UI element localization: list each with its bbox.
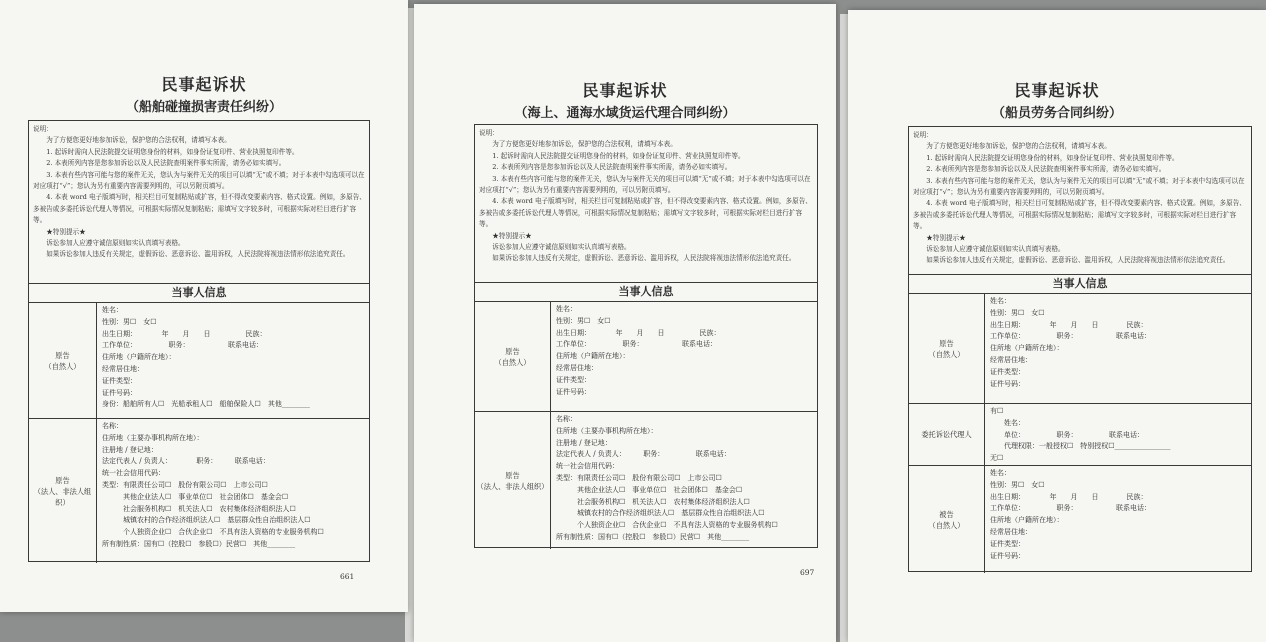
instruction-line: 3. 本表有些内容可能与您的案件无关，您认为与案件无关的项目可以填“无”或不填；对于本表中勾选项可以在对应项打“√”；您认为另有重要内容需要列明的，可以另附页填写。 [913, 176, 1245, 197]
document-page-3 [848, 10, 1266, 642]
form-field: 性别：男☐ 女☐ [556, 316, 611, 325]
party-row [29, 419, 369, 563]
form-field: 性别：男☐ 女☐ [102, 317, 157, 326]
form-field: 工作单位： 职务： 联系电话： [990, 332, 1151, 341]
instruction-line: 2. 本表所列内容是您参加诉讼以及人民法院查明案件事实所需，请务必如实填写。 [926, 165, 1166, 174]
form-field: 证件类型： [990, 367, 1025, 376]
form-field: 城镇农村的合作经济组织法人☐ 基层群众性自治组织法人☐ [556, 509, 765, 518]
party-row [909, 466, 1251, 573]
party-fields [990, 406, 1171, 465]
instruction-line: 为了方便您更好地参加诉讼，保护您的合法权利，请填写本表。 [46, 136, 231, 145]
form-field: 城镇农村的合作经济组织法人☐ 基层群众性自治组织法人☐ [102, 516, 311, 525]
form-field: 出生日期： 年 月 日 民族： [556, 328, 721, 337]
form-field: 无☐ [990, 454, 1004, 463]
form-field: 代理权限：一般授权☐ 特别授权☐________________ [990, 442, 1171, 451]
form-field: 有☐ [990, 407, 1004, 415]
form-field: 出生日期： 年 月 日 民族： [990, 320, 1148, 329]
instructions [479, 128, 815, 265]
instruction-line: ★特别提示★ [46, 227, 86, 236]
instructions-heading: 说明： [33, 125, 53, 133]
party-row [475, 412, 817, 549]
party-row [29, 303, 369, 419]
form-field: 姓名： [990, 297, 1011, 305]
page-title: 民事起诉状 [1014, 81, 1100, 100]
party-fields [990, 468, 1151, 562]
instruction-line: 1. 起诉时需向人民法院提交证明您身份的材料，如身份证复印件、营业执照复印件等。 [46, 147, 299, 156]
instruction-line: 为了方便您更好地参加诉讼，保护您的合法权利，请填写本表。 [492, 140, 677, 149]
page-number: 697 [800, 568, 815, 577]
form-field: 所有制性质：国有☐（控股☐ 参股☐）民营☐ 其他________ [102, 539, 296, 548]
party-label-text: 原告 [505, 470, 520, 480]
party-fields [102, 421, 324, 551]
page-title: 民事起诉状 [582, 81, 668, 100]
form-field: 工作单位： 职务： 联系电话： [990, 504, 1151, 513]
form-field: 法定代表人 / 负责人： 职务： 联系电话： [102, 457, 270, 466]
form-table [28, 120, 370, 562]
party-label-text: 原告 [939, 338, 954, 348]
instruction-line: 如果诉讼参加人违反有关规定，虚假诉讼、恶意诉讼、滥用诉权，人民法院将视违法情形依法追究责任。 [46, 250, 350, 259]
form-field: 证件号码： [102, 388, 137, 397]
form-field: 证件号码： [990, 379, 1025, 388]
document-page-661 [0, 0, 408, 612]
party-label-text: （自然人） [44, 361, 81, 371]
party-fields [556, 304, 721, 398]
party-label [29, 419, 97, 563]
form-field: 社会服务机构☐ 机关法人☐ 农村集体经济组织法人☐ [102, 504, 296, 513]
form-field: 个人独资企业☐ 合伙企业☐ 不具有法人资格的专业服务机构☐ [556, 521, 778, 530]
party-row [909, 404, 1251, 466]
form-field: 住所地（户籍所在地）： [556, 352, 630, 361]
instruction-line: 3. 本表有些内容可能与您的案件无关，您认为与案件无关的项目可以填“无”或不填；对于本表中勾选项可以在对应项打“√”；您认为另有重要内容需要列明的，可以另附页填写。 [479, 174, 811, 195]
form-field: 性别：男☐ 女☐ [990, 480, 1045, 489]
instruction-line: 4. 本表 word 电子版填写时，相关栏目可复制粘贴或扩容，但不得改变要素内容、格式设置。例如，多原告、多被告或多委托诉讼代理人等情况，可根据实际情况复制粘贴；需填写文字较多时，可根据实际对栏目进行扩容等。 [479, 197, 812, 229]
page-number: 661 [340, 572, 355, 581]
form-field: 姓名： [990, 418, 1025, 427]
form-field: 姓名： [990, 469, 1011, 477]
section-title: 当事人信息 [29, 283, 369, 303]
party-label [475, 412, 551, 549]
page-subtitle: （船员劳务合同纠纷） [991, 106, 1122, 121]
section-title: 当事人信息 [475, 282, 817, 302]
party-label [909, 466, 985, 573]
party-label-text: 原告 [55, 350, 70, 360]
form-field: 证件类型： [102, 376, 137, 385]
party-label-text: 原告 [505, 346, 520, 356]
form-table [908, 126, 1252, 572]
form-field: 经常居住地： [102, 364, 144, 373]
form-field: 类型：有限责任公司☐ 股份有限公司☐ 上市公司☐ [102, 480, 268, 489]
instructions [913, 130, 1249, 267]
instruction-line: 为了方便您更好地参加诉讼，保护您的合法权利，请填写本表。 [926, 142, 1111, 151]
form-field: 经常居住地： [990, 527, 1032, 536]
form-field: 住所地（主要办事机构所在地）： [102, 433, 204, 442]
form-field: 姓名： [102, 306, 123, 314]
form-field: 出生日期： 年 月 日 民族： [990, 492, 1148, 501]
page-subtitle: （海上、通海水域货运代理合同纠纷） [514, 106, 736, 121]
form-field: 身份：船舶所有人☐ 光船承租人☐ 船舶保险人☐ 其他________ [102, 400, 310, 409]
form-field: 名称： [102, 422, 123, 430]
party-label-text: （自然人） [928, 349, 965, 359]
instructions [33, 124, 367, 261]
form-field: 类型：有限责任公司☐ 股份有限公司☐ 上市公司☐ [556, 473, 722, 482]
party-label-text: （自然人） [928, 520, 965, 530]
party-label [909, 404, 985, 465]
instruction-line: 2. 本表所列内容是您参加诉讼以及人民法院查明案件事实所需，请务必如实填写。 [46, 159, 286, 168]
party-label [29, 303, 97, 418]
form-field: 注册地 / 登记地： [102, 445, 158, 454]
form-table [474, 124, 818, 548]
instruction-line: 2. 本表所列内容是您参加诉讼以及人民法院查明案件事实所需，请务必如实填写。 [492, 163, 732, 172]
instruction-line: ★特别提示★ [926, 233, 966, 242]
form-field: 所有制性质：国有☐（控股☐ 参股☐）民营☐ 其他________ [556, 532, 750, 541]
form-field: 证件号码： [990, 551, 1025, 560]
party-fields [102, 305, 310, 411]
form-field: 单位： 职务： 联系电话： [990, 430, 1144, 439]
form-field: 统一社会信用代码： [102, 469, 165, 478]
form-field: 统一社会信用代码： [556, 462, 619, 471]
form-field: 证件类型： [990, 539, 1025, 548]
party-row [475, 302, 817, 412]
instructions-heading: 说明： [479, 129, 499, 137]
form-field: 姓名： [556, 305, 577, 313]
document-page-697 [414, 4, 836, 642]
form-field: 法定代表人 / 负责人： 职务： 联系电话： [556, 450, 731, 459]
form-field: 其他企业法人☐ 事业单位☐ 社会团体☐ 基金会☐ [102, 492, 289, 501]
party-label-text: 委托诉讼代理人 [921, 430, 972, 439]
instruction-line: 诉讼参加人应遵守诚信原则如实认真填写表格。 [46, 239, 185, 248]
form-field: 住所地（主要办事机构所在地）： [556, 426, 658, 435]
party-fields [556, 414, 778, 544]
party-label-text: 原告 [55, 475, 70, 485]
instruction-line: 1. 起诉时需向人民法院提交证明您身份的材料，如身份证复印件、营业执照复印件等。 [492, 151, 745, 160]
form-field: 个人独资企业☐ 合伙企业☐ 不具有法人资格的专业服务机构☐ [102, 528, 324, 537]
form-field: 出生日期： 年 月 日 民族： [102, 329, 267, 338]
form-field: 住所地（户籍所在地）： [990, 344, 1064, 353]
instruction-line: 诉讼参加人应遵守诚信原则如实认真填写表格。 [926, 245, 1065, 254]
form-field: 住所地（户籍所在地）： [102, 353, 176, 362]
instruction-line: 如果诉讼参加人违反有关规定，虚假诉讼、恶意诉讼、滥用诉权，人民法院将视违法情形依法追究责任。 [492, 254, 796, 263]
instruction-line: 3. 本表有些内容可能与您的案件无关，您认为与案件无关的项目可以填“无”或不填；对于本表中勾选项可以在对应项打“√”；您认为另有重要内容需要列明的，可以另附页填写。 [33, 170, 365, 191]
instruction-line: 4. 本表 word 电子版填写时，相关栏目可复制粘贴或扩容，但不得改变要素内容、格式设置。例如，多原告、多被告或多委托诉讼代理人等情况，可根据实际情况复制粘贴；需填写文字较多时，可根据实际对栏目进行扩容等。 [913, 199, 1246, 231]
party-label [475, 302, 551, 411]
instruction-line: ★特别提示★ [492, 231, 532, 240]
form-field: 经常居住地： [990, 355, 1032, 364]
form-field: 住所地（户籍所在地）： [990, 516, 1064, 525]
instruction-line: 诉讼参加人应遵守诚信原则如实认真填写表格。 [492, 243, 631, 252]
party-row [909, 294, 1251, 404]
form-field: 注册地 / 登记地： [556, 438, 612, 447]
party-label-text: （法人、非法人组织） [476, 481, 549, 491]
party-label-text: （法人、非法人组织） [33, 486, 92, 507]
instruction-line: 4. 本表 word 电子版填写时，相关栏目可复制粘贴或扩容，但不得改变要素内容、格式设置。例如，多原告、多被告或多委托诉讼代理人等情况，可根据实际情况复制粘贴；需填写文字较多时，可根据实际对栏目进行扩容等。 [33, 193, 366, 225]
instruction-line: 如果诉讼参加人违反有关规定，虚假诉讼、恶意诉讼、滥用诉权，人民法院将视违法情形依法追究责任。 [926, 256, 1230, 265]
page-title: 民事起诉状 [161, 75, 247, 94]
form-field: 证件类型： [556, 375, 591, 384]
form-field: 经常居住地： [556, 363, 598, 372]
form-field: 性别：男☐ 女☐ [990, 308, 1045, 317]
party-label-text: 被告 [939, 509, 954, 519]
party-label-text: （自然人） [494, 357, 531, 367]
instruction-line: 1. 起诉时需向人民法院提交证明您身份的材料，如身份证复印件、营业执照复印件等。 [926, 153, 1179, 162]
section-title: 当事人信息 [909, 274, 1251, 294]
form-field: 其他企业法人☐ 事业单位☐ 社会团体☐ 基金会☐ [556, 485, 743, 494]
form-field: 工作单位： 职务： 联系电话： [102, 341, 263, 350]
form-field: 名称： [556, 415, 577, 423]
form-field: 工作单位： 职务： 联系电话： [556, 340, 717, 349]
form-field: 证件号码： [556, 387, 591, 396]
party-fields [990, 296, 1151, 390]
page-subtitle: （船舶碰撞损害责任纠纷） [125, 100, 282, 115]
instructions-heading: 说明： [913, 131, 933, 139]
party-label [909, 294, 985, 403]
form-field: 社会服务机构☐ 机关法人☐ 农村集体经济组织法人☐ [556, 497, 750, 506]
